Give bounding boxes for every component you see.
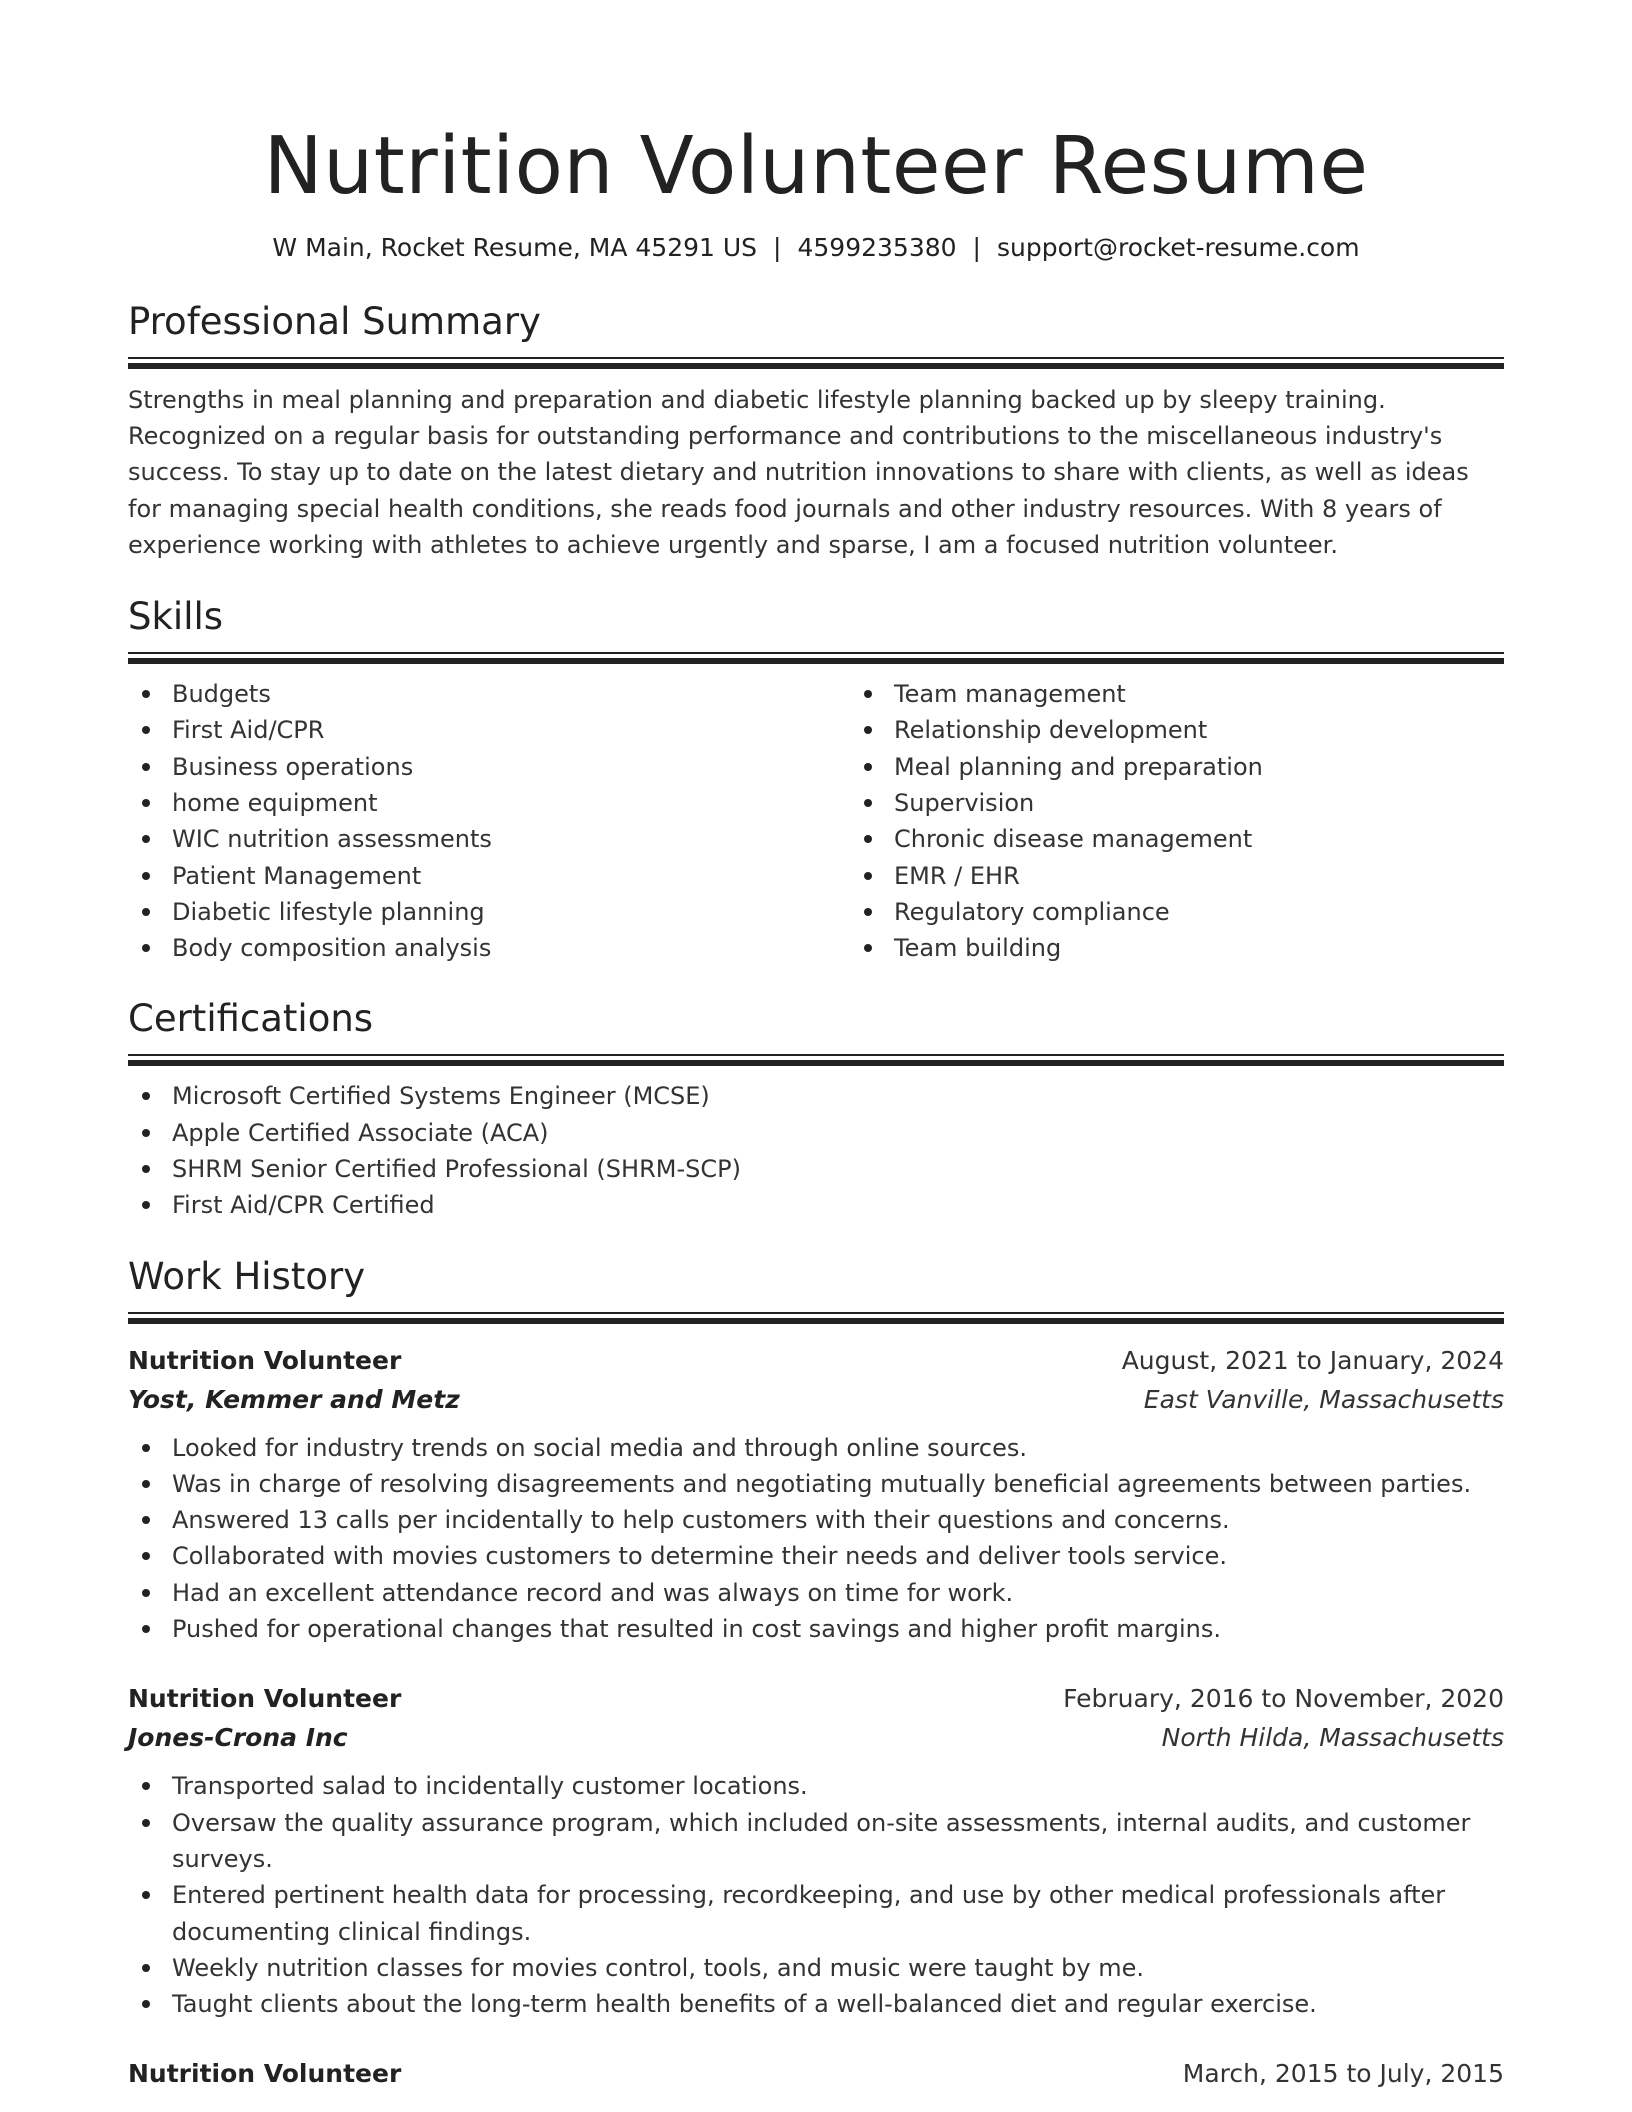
job-dates: February, 2016 to November, 2020 [1063,1684,1504,1714]
resume-title: Nutrition Volunteer Resume [263,120,1369,212]
section-divider [128,357,1504,369]
summary-section [128,299,1504,563]
skill-item: Budgets [128,676,816,712]
responsibility-item: Was in charge of resolving disagreements and negotiating mutually beneficial agreements between parties. [128,1466,1504,1502]
section-divider [128,652,1504,664]
contact-email: support@rocket-resume.com [996,233,1360,262]
contact-phone: 4599235380 [797,233,957,262]
skills-column-right [816,676,1504,966]
section-divider [128,1312,1504,1324]
section-heading-summary: Professional Summary [128,300,541,343]
skill-item: Meal planning and preparation [850,749,1504,785]
responsibility-item: Entered pertinent health data for processing, recordkeeping, and use by other medical professionals after documenting clinical findings. [128,1877,1504,1950]
job-dates: March, 2015 to July, 2015 [1182,2059,1504,2089]
skill-item: First Aid/CPR [128,712,816,748]
section-heading-skills: Skills [128,595,224,639]
responsibility-item: Weekly nutrition classes for movies control, tools, and music were taught by me. [128,1950,1504,1986]
skills-column-left [128,676,816,966]
certification-item: First Aid/CPR Certified [128,1187,1504,1223]
skill-item: home equipment [128,785,816,821]
job-location: North Hilda, Massachusetts [1161,1723,1504,1753]
summary-text: Strengths in meal planning and preparation and diabetic lifestyle planning backed up by sleepy training. Recognized on a regular basis for outstanding performance and contributions to the miscellaneous industry's success. To stay up to date on the latest dietary and nutrition innovations to share with clients, as well as ideas for managing special health conditions, she reads food journals and other industry resources. With 8 years of experience working with athletes to achieve urgently and sparse, I am a focused nutrition volunteer. [128,386,1469,559]
contact-line [128,231,1504,265]
skills-section [128,594,1504,966]
job-company: Yost, Kemmer and Metz [128,1384,460,1414]
certification-item: Microsoft Certified Systems Engineer (MCSE) [128,1078,1504,1114]
section-heading-work-history: Work History [128,1254,366,1298]
section-heading-certifications: Certifications [128,997,374,1041]
job-entry [128,1342,1504,1648]
certification-item: SHRM Senior Certified Professional (SHRM-SCP) [128,1151,1504,1187]
responsibility-item: Had an excellent attendance record and was always on time for work. [128,1575,1504,1611]
skill-item: Patient Management [128,858,816,894]
job-title: Nutrition Volunteer [128,1684,402,1714]
job-responsibilities [128,1768,1504,2022]
responsibility-item: Pushed for operational changes that resulted in cost savings and higher profit margins. [128,1611,1504,1647]
skill-item: Business operations [128,749,816,785]
work-history-section [128,1254,1504,2094]
responsibility-item: Transported salad to incidentally customer locations. [128,1768,1504,1804]
job-responsibilities [128,1430,1504,1648]
skill-item: EMR / EHR [850,858,1504,894]
skill-item: Body composition analysis [128,930,816,966]
contact-separator: | [773,233,782,262]
certifications-section [128,996,1504,1223]
skill-item: Supervision [850,785,1504,821]
job-location: East Vanville, Massachusetts [1143,1384,1504,1414]
job-dates: August, 2021 to January, 2024 [1121,1345,1504,1375]
skill-item: Relationship development [850,712,1504,748]
responsibility-item: Looked for industry trends on social media and through online sources. [128,1430,1504,1466]
skill-item: Chronic disease management [850,821,1504,857]
job-title: Nutrition Volunteer [128,2059,402,2089]
responsibility-item: Collaborated with movies customers to determine their needs and deliver tools service. [128,1538,1504,1574]
skills-grid [128,676,1504,966]
job-entry [128,1680,1504,2022]
responsibility-item: Answered 13 calls per incidentally to help customers with their questions and concerns. [128,1502,1504,1538]
job-entry [128,2055,1504,2093]
skill-item: Team building [850,930,1504,966]
job-title: Nutrition Volunteer [128,1345,402,1375]
skill-item: Regulatory compliance [850,894,1504,930]
contact-address: W Main, Rocket Resume, MA 45291 US [272,233,758,262]
contact-separator: | [972,233,981,262]
skill-item: WIC nutrition assessments [128,821,816,857]
job-company: Jones-Crona Inc [128,1723,348,1753]
responsibility-item: Oversaw the quality assurance program, which included on-site assessments, internal audits, and customer surveys. [128,1805,1504,1878]
section-divider [128,1054,1504,1066]
skill-item: Team management [850,676,1504,712]
skill-item: Diabetic lifestyle planning [128,894,816,930]
certification-item: Apple Certified Associate (ACA) [128,1115,1504,1151]
certifications-list [128,1078,1504,1223]
responsibility-item: Taught clients about the long-term health benefits of a well-balanced diet and regular exercise. [128,1986,1504,2022]
